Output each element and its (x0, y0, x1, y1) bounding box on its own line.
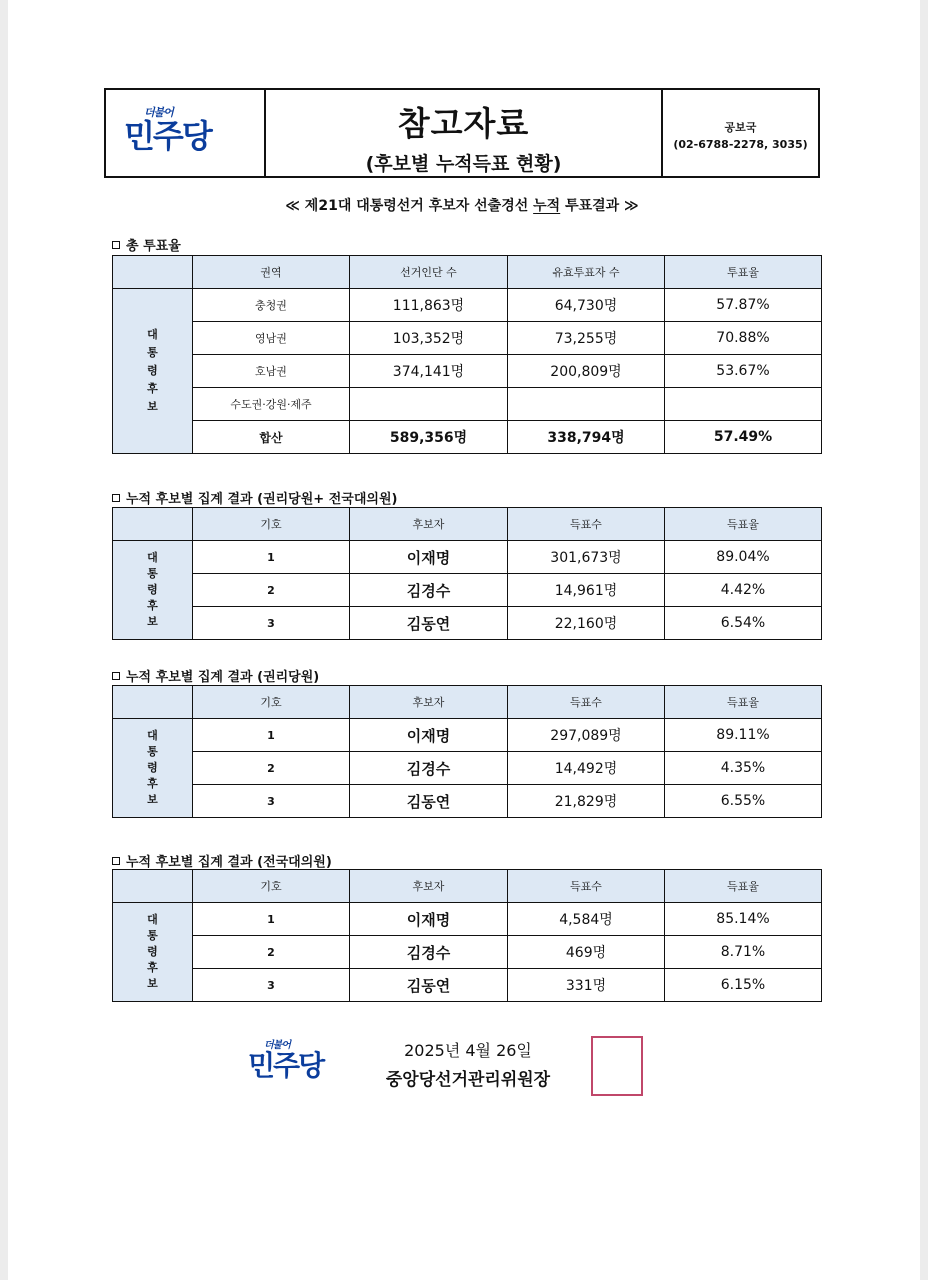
table-header-row: 권역 선거인단 수 유효투표자 수 투표율 (113, 256, 822, 289)
table-row: 대 통 령 후 보 충청권 111,863명 64,730명 57.87% (113, 289, 822, 322)
logo-small-text: 더불어 (144, 106, 173, 119)
side-label: 대 통 령 후 보 (113, 903, 193, 1002)
table-row: 2 김경수 469명 8.71% (113, 936, 822, 969)
header-box (104, 88, 820, 178)
table-row: 영남권 103,352명 73,255명 70.88% (113, 322, 822, 355)
party-logo (106, 90, 266, 176)
table-row: 대 통 령 후 보 1 이재명 301,673명 89.04% (113, 541, 822, 574)
official-seal-stamp (591, 1036, 643, 1096)
result-table-members (112, 685, 822, 818)
checkbox-bullet-icon (112, 494, 120, 502)
doc-title: 참고자료 (397, 104, 530, 143)
contact-dept: 공보국 (724, 121, 757, 134)
checkbox-bullet-icon (112, 241, 120, 249)
table-row: 대 통 령 후 보 1 이재명 297,089명 89.11% (113, 719, 822, 752)
table-header-row: 기호 후보자 득표수 득표율 (113, 870, 822, 903)
contact-info (663, 90, 818, 176)
issue-date: 2025년 4월 26일 (404, 1041, 532, 1060)
title-block (266, 90, 663, 176)
table-row: 2 김경수 14,961명 4.42% (113, 574, 822, 607)
total-row: 합산 589,356명 338,794명 57.49% (113, 421, 822, 454)
turnout-table (112, 255, 822, 454)
results-heading: ≪ 제21대 대통령선거 후보자 선출경선 누적 투표결과 ≫ (285, 198, 639, 214)
table-row: 2 김경수 14,492명 4.35% (113, 752, 822, 785)
doc-subtitle: (후보별 누적득표 현황) (365, 153, 562, 175)
section-turnout-title: 총 투표율 (112, 235, 181, 254)
contact-phone: (02-6788-2278, 3035) (673, 138, 808, 151)
issuer-org: 중앙당선거관리위원장 (385, 1070, 551, 1090)
table-row: 3 김동연 22,160명 6.54% (113, 607, 822, 640)
table-row: 3 김동연 331명 6.15% (113, 969, 822, 1002)
result-table-delegates (112, 869, 822, 1002)
checkbox-bullet-icon (112, 857, 120, 865)
table-header-row: 기호 후보자 득표수 득표율 (113, 508, 822, 541)
table-row: 3 김동연 21,829명 6.55% (113, 785, 822, 818)
footer-party-logo: 더불어 민주당 (248, 1040, 324, 1082)
table-row: 호남권 374,141명 200,809명 53.67% (113, 355, 822, 388)
section-result-title: 누적 후보별 집계 결과 (권리당원) (112, 666, 319, 685)
table-row: 수도권·강원·제주 (113, 388, 822, 421)
side-label: 대 통 령 후 보 (113, 719, 193, 818)
logo-big-text: 민주당 (124, 117, 211, 155)
document-page (8, 0, 920, 1280)
result-table-combined (112, 507, 822, 640)
section-result-title: 누적 후보별 집계 결과 (권리당원+ 전국대의원) (112, 488, 397, 507)
table-header-row: 기호 후보자 득표수 득표율 (113, 686, 822, 719)
checkbox-bullet-icon (112, 672, 120, 680)
side-label: 대 통 령 후 보 (113, 289, 193, 454)
section-result-title: 누적 후보별 집계 결과 (전국대의원) (112, 851, 332, 870)
table-row: 대 통 령 후 보 1 이재명 4,584명 85.14% (113, 903, 822, 936)
side-label: 대 통 령 후 보 (113, 541, 193, 640)
